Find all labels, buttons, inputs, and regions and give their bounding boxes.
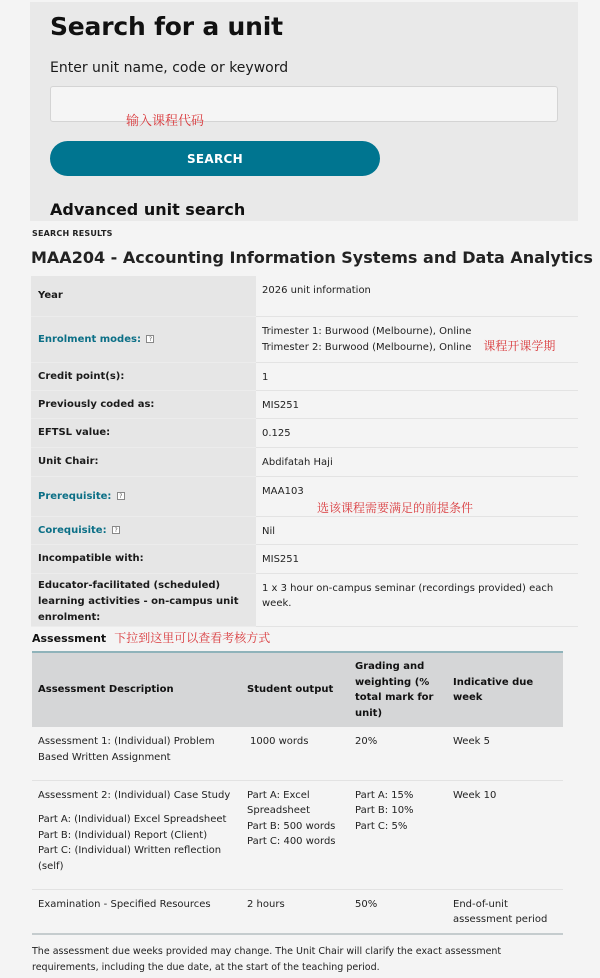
info-label: EFTSL value:	[31, 418, 256, 447]
search-panel	[30, 2, 578, 221]
search-results-label: SEARCH RESULTS	[32, 229, 113, 238]
info-row-incompatible	[31, 544, 578, 573]
due-week: Week 5	[447, 727, 563, 780]
enrolment-modes-link[interactable]	[31, 316, 256, 362]
info-label: Corequisite:	[38, 524, 107, 536]
info-value: 1 x 3 hour on-campus seminar (recordings provided) each week.	[256, 573, 578, 626]
due-week: End-of-unit assessment period	[447, 889, 563, 934]
due-week: Week 10	[447, 780, 563, 889]
help-icon[interactable]: ?	[146, 335, 154, 343]
assessment-footer-note: The assessment due weeks provided may change. The Unit Chair will clarify the exact assessment requirements, including the due date, at the start of the teaching period.	[32, 946, 502, 973]
info-label: Enrolment modes:	[38, 333, 141, 345]
table-row	[32, 780, 563, 889]
assessment-header-row	[32, 652, 563, 727]
info-row-prerequisite	[31, 476, 578, 516]
weighting: Part A: 15% Part B: 10% Part C: 5%	[349, 780, 447, 889]
info-row-enrolment-modes	[31, 316, 578, 362]
info-row-corequisite	[31, 516, 578, 544]
info-value	[256, 316, 578, 362]
enrolment-mode-item: Trimester 1: Burwood (Melbourne), Online	[262, 325, 472, 337]
info-value: Abdifatah Haji	[256, 447, 578, 476]
student-output: 2 hours	[241, 889, 349, 934]
prerequisite-value[interactable]: MAA103	[262, 485, 304, 497]
assessment-heading: Assessment 下拉到这里可以查看考核方式	[32, 631, 271, 645]
prerequisite-link[interactable]	[31, 476, 256, 516]
enrolment-mode-item: Trimester 2: Burwood (Melbourne), Online 课程开课学期	[262, 338, 556, 353]
column-header: Indicative due week	[447, 652, 563, 727]
info-value: Nil	[256, 516, 578, 544]
info-label: Previously coded as:	[31, 390, 256, 418]
weighting: 20%	[349, 727, 447, 780]
unit-info-table	[31, 276, 578, 627]
annotation-assessment: 下拉到这里可以查看考核方式	[114, 631, 271, 645]
column-header: Student output	[241, 652, 349, 727]
info-label: Educator-facilitated (scheduled) learning activities - on-campus unit enrolment:	[31, 573, 256, 626]
corequisite-link[interactable]	[31, 516, 256, 544]
info-value: MIS251	[256, 390, 578, 418]
search-input-label: Enter unit name, code or keyword	[50, 60, 289, 76]
description-part: Part B: (Individual) Report (Client)	[38, 829, 208, 841]
annotation-enrolment: 课程开课学期	[483, 338, 556, 353]
info-row-eftsl	[31, 418, 578, 447]
info-value: 0.125	[256, 418, 578, 447]
search-button[interactable]: SEARCH	[50, 141, 380, 176]
info-value: 2026 unit information	[256, 276, 578, 316]
student-output: Part A: Excel Spreadsheet Part B: 500 words Part C: 400 words	[241, 780, 349, 889]
info-label: Prerequisite:	[38, 490, 112, 502]
student-output: 1000 words	[241, 727, 349, 780]
info-label: Incompatible with:	[31, 544, 256, 573]
table-row	[32, 889, 563, 934]
info-value: MIS251	[256, 544, 578, 573]
assessment-table	[32, 651, 563, 935]
weighting: 50%	[349, 889, 447, 934]
annotation-input: 输入课程代码	[126, 114, 205, 129]
info-row-learning-activities	[31, 573, 578, 626]
description-part: Part A: (Individual) Excel Spreadsheet	[38, 814, 227, 825]
assessment-description: Assessment 1: (Individual) Problem Based Written Assignment	[32, 727, 241, 780]
description-part: Part C: (Individual) Written reflection (self)	[38, 845, 222, 872]
info-row-year	[31, 276, 578, 316]
column-header: Assessment Description	[32, 652, 241, 727]
table-row	[32, 727, 563, 780]
info-label: Year	[31, 276, 256, 316]
page-title: Search for a unit	[50, 12, 283, 41]
info-row-unit-chair	[31, 447, 578, 476]
info-label: Credit point(s):	[31, 362, 256, 390]
column-header: Grading and weighting (% total mark for unit)	[349, 652, 447, 727]
info-label: Unit Chair:	[31, 447, 256, 476]
info-row-previously-coded	[31, 390, 578, 418]
info-value	[256, 476, 578, 516]
assessment-description: Examination - Specified Resources	[32, 889, 241, 934]
assessment-description: Assessment 2: (Individual) Case Study Part A: (Individual) Excel Spreadsheet Part B: (Individual) Report (Client) Part C: (Individual) Written reflection (self)	[32, 780, 241, 889]
annotation-prerequisite: 选该课程需要满足的前提条件	[317, 500, 474, 515]
advanced-unit-search-link[interactable]: Advanced unit search	[50, 200, 246, 219]
help-icon[interactable]: ?	[117, 492, 125, 500]
info-row-credit-points	[31, 362, 578, 390]
unit-title: MAA204 - Accounting Information Systems and Data Analytics	[31, 248, 593, 267]
info-value: 1	[256, 362, 578, 390]
help-icon[interactable]: ?	[112, 526, 120, 534]
